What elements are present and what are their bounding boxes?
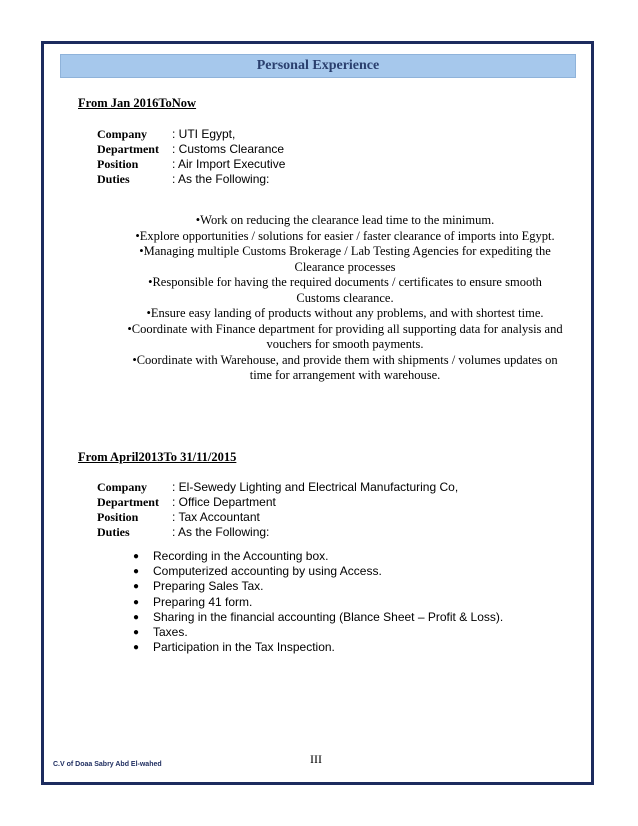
bullet-icon: ● — [133, 551, 140, 562]
bullet-icon: ● — [133, 627, 140, 639]
job-1-duties-row — [97, 172, 285, 187]
duties-value: : As the Following: — [172, 172, 270, 186]
department-label: Department — [97, 495, 159, 509]
job-1-duties-list — [100, 213, 590, 384]
job-1-details — [97, 127, 285, 187]
duty-text: Preparing Sales Tax. — [153, 579, 264, 594]
list-item — [133, 640, 573, 655]
list-item — [133, 564, 573, 579]
duty-line: •Coordinate with Finance department for providing all supporting data for analysis and — [127, 321, 563, 336]
position-value: : Tax Accountant — [172, 510, 260, 524]
department-label: Department — [97, 142, 159, 156]
job-1-position-row — [97, 157, 285, 172]
duty-line: •Explore opportunities / solutions for easier / faster clearance of imports into Egypt. — [135, 228, 555, 243]
bullet-icon: ● — [133, 642, 140, 654]
duties-label: Duties — [97, 172, 130, 186]
bullet-icon: ● — [133, 581, 140, 593]
duty-text: Computerized accounting by using Access. — [153, 564, 382, 579]
job-2-company-row — [97, 480, 458, 495]
duty-line: •Work on reducing the clearance lead time to the minimum. — [195, 213, 495, 227]
duty-line: •Managing multiple Customs Brokerage / Lab Testing Agencies for expediting the — [139, 244, 551, 258]
position-value: : Air Import Executive — [172, 157, 286, 171]
bullet-icon: ● — [133, 566, 140, 578]
list-item — [133, 549, 573, 564]
job-2-details — [97, 480, 458, 540]
duty-text: Preparing 41 form. — [153, 594, 253, 609]
company-value: : El-Sewedy Lighting and Electrical Manufacturing Co, — [172, 480, 459, 494]
department-value: : Office Department — [172, 495, 276, 509]
job-1-department-row — [97, 142, 285, 157]
duty-line: vouchers for smooth payments. — [266, 337, 424, 351]
duty-text: Participation in the Tax Inspection. — [153, 640, 335, 655]
job-2-position-row — [97, 510, 458, 525]
duty-line: time for arrangement with warehouse. — [249, 368, 441, 382]
job-2-duties-list — [133, 549, 573, 655]
company-label: Company — [97, 127, 148, 141]
job-2-period: From April2013To 31/11/2015 — [78, 450, 237, 464]
section-title: Personal Experience — [256, 58, 380, 73]
job-1-period: From Jan 2016ToNow — [78, 96, 197, 110]
footer-text: C.V of Doaa Sabry Abd El-wahed — [53, 761, 162, 768]
duties-label: Duties — [97, 525, 130, 539]
position-label: Position — [97, 157, 139, 171]
job-2-department-row — [97, 495, 458, 510]
duty-line: •Responsible for having the required documents / certificates to ensure smooth — [148, 275, 542, 289]
list-item — [133, 595, 573, 610]
company-label: Company — [97, 480, 148, 494]
duty-line: Clearance processes — [294, 259, 396, 274]
list-item — [133, 579, 573, 594]
job-1-company-row — [97, 127, 285, 142]
list-item — [133, 625, 573, 640]
department-value: : Customs Clearance — [172, 142, 285, 156]
duty-text: Sharing in the financial accounting (Blance Sheet – Profit & Loss). — [153, 609, 504, 624]
list-item — [133, 610, 573, 625]
duties-value: : As the Following: — [172, 525, 270, 539]
duty-text: Recording in the Accounting box. — [153, 549, 329, 563]
duty-line: •Ensure easy landing of products without any problems, and with shortest time. — [146, 306, 544, 320]
duty-line: •Coordinate with Warehouse, and provide them with shipments / volumes updates on — [132, 352, 558, 367]
company-value: : UTI Egypt, — [172, 127, 236, 141]
duty-line: Customs clearance. — [296, 290, 394, 305]
position-label: Position — [97, 510, 139, 524]
duty-text: Taxes. — [153, 625, 188, 640]
bullet-icon: ● — [133, 611, 140, 623]
section-header — [60, 54, 576, 78]
page-number: III — [310, 752, 322, 766]
bullet-icon: ● — [133, 596, 140, 608]
job-2-duties-row — [97, 525, 458, 540]
